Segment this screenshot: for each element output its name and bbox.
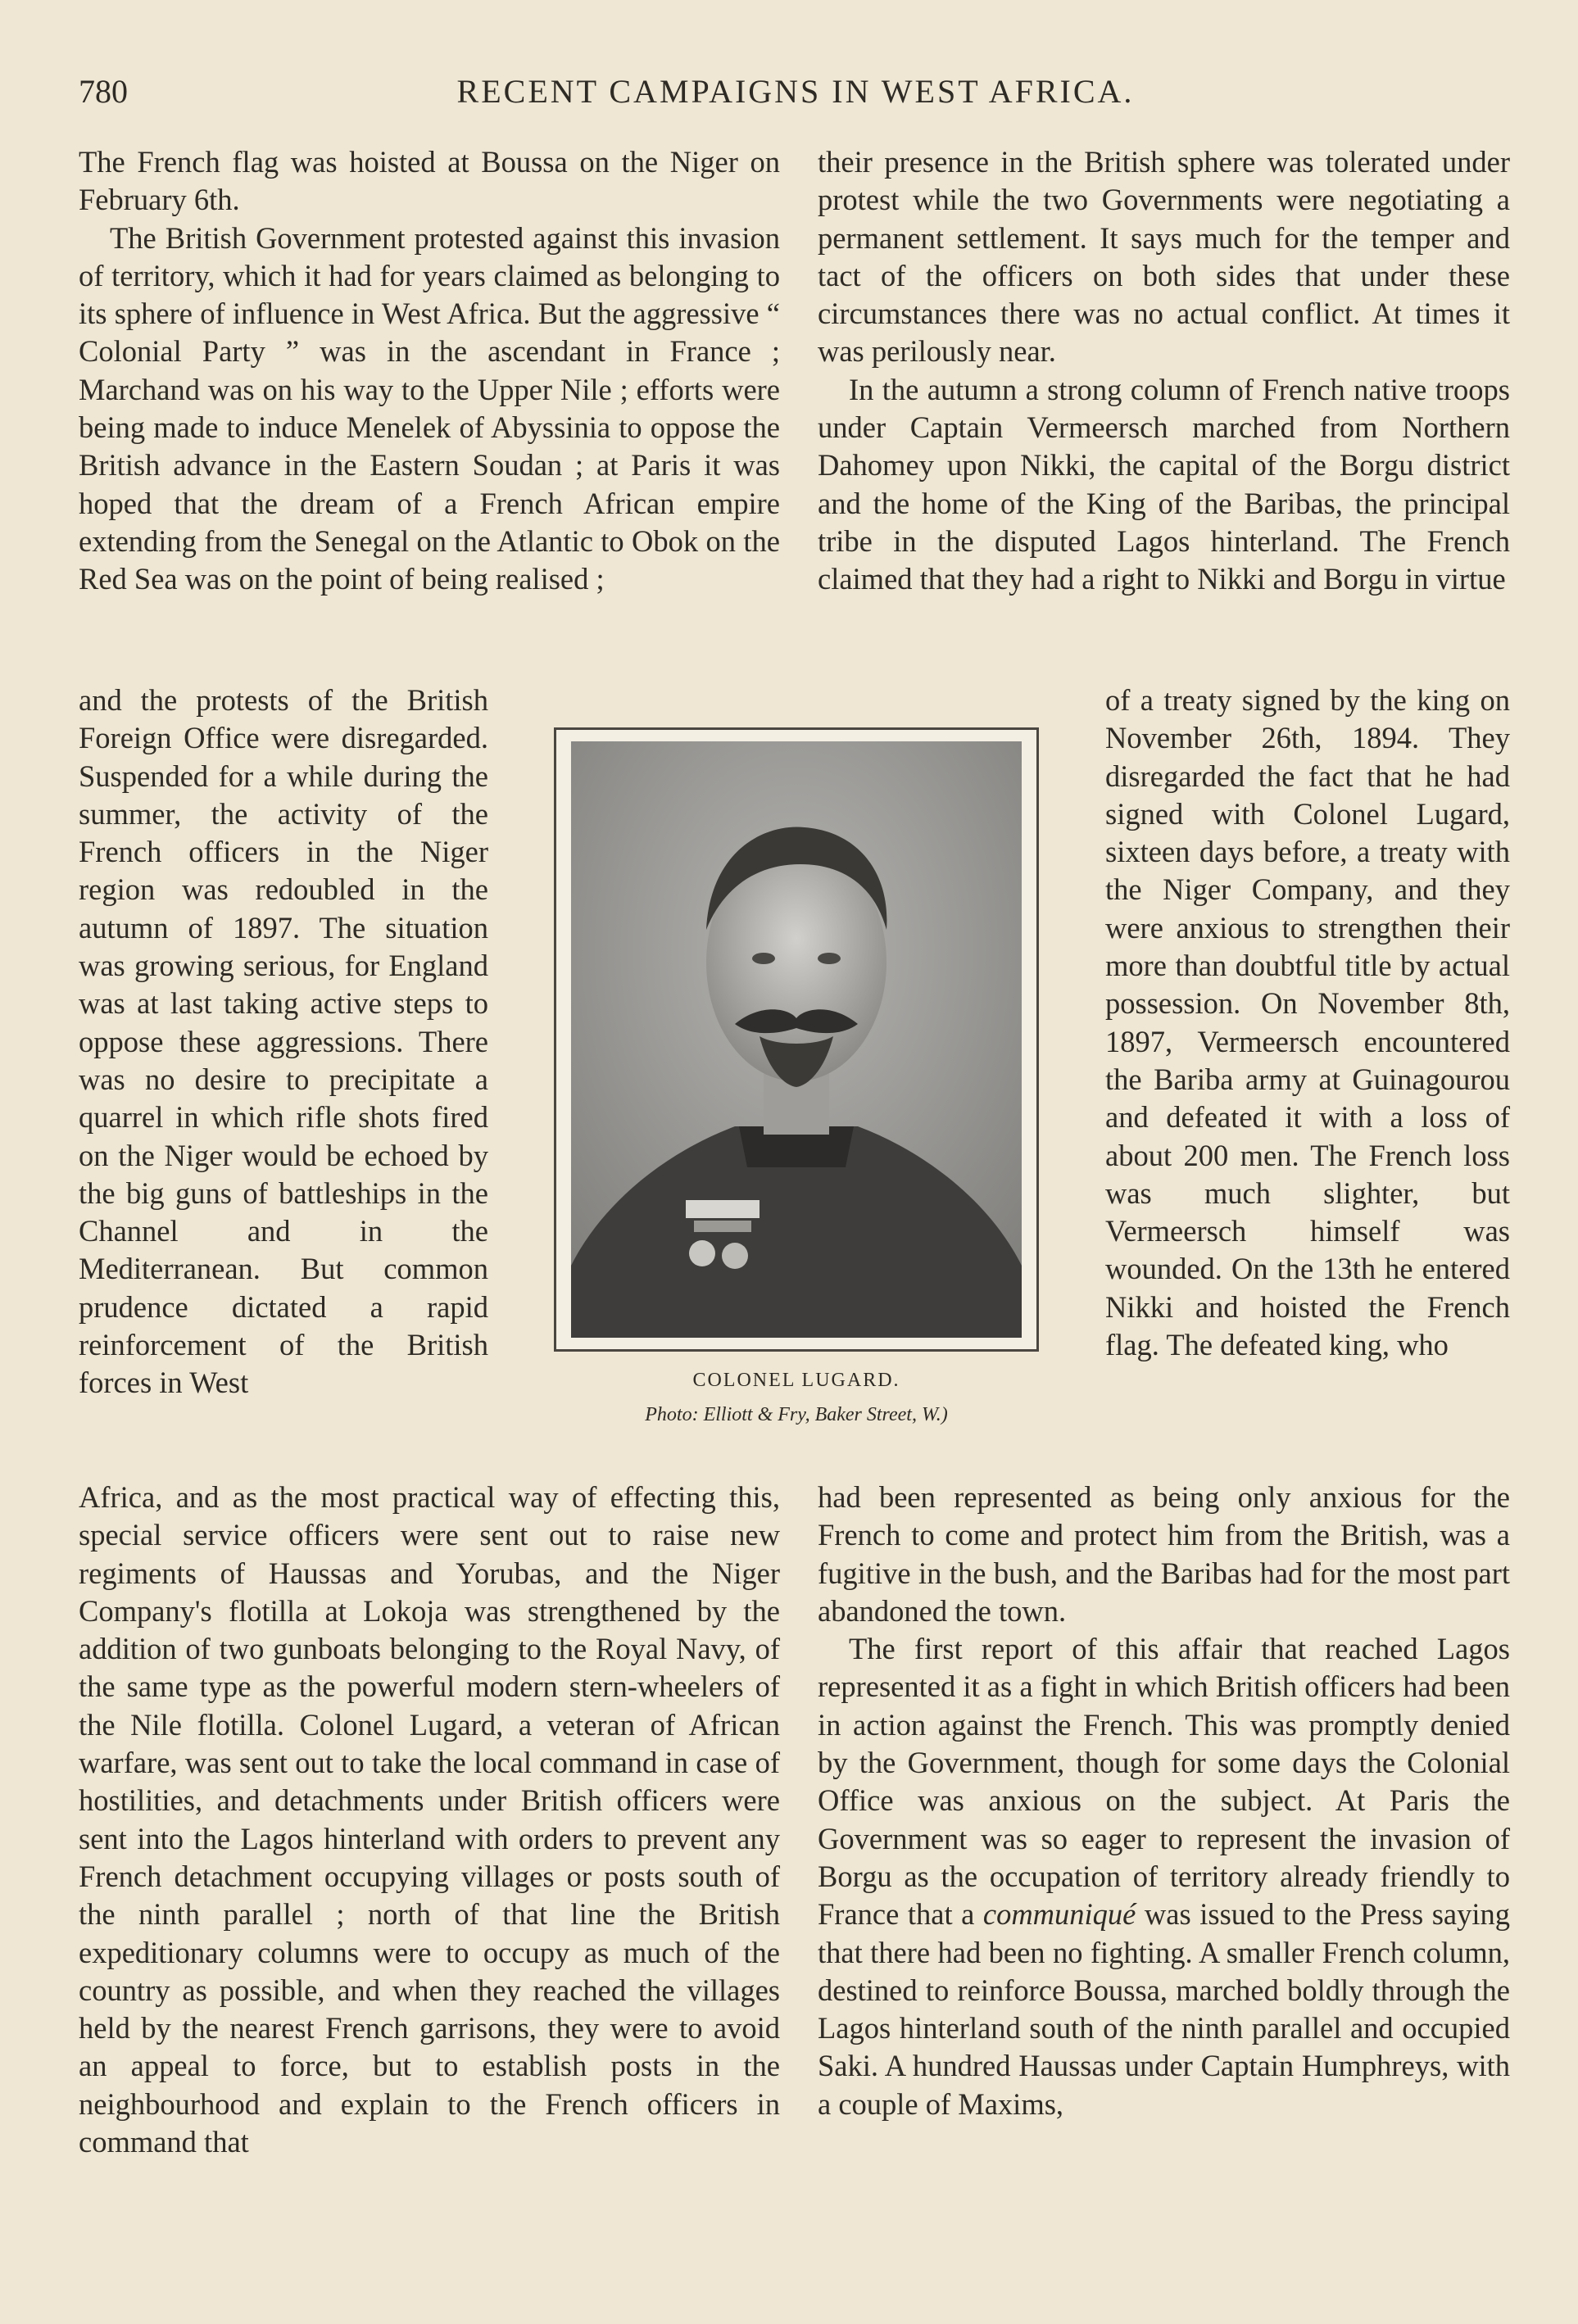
portrait-illustration [571, 741, 1022, 1338]
italic-term: communiqué [982, 1897, 1136, 1932]
portrait-frame [554, 727, 1039, 1352]
left-column-beside-portrait [79, 682, 488, 1402]
right-column-beside-portrait [1105, 682, 1510, 1364]
portrait-photo [571, 741, 1022, 1338]
photo-credit: Photo: Elliott & Fry, Baker Street, W.) [645, 1404, 948, 1425]
paragraph: In the autumn a strong column of French native troops under Captain Vermeersch marched from Northern Dahomey upon Nikki, the capital of the Borgu district and the home of the King of the Baribas, the principal tribe in the disputed Lagos hinterland. The French claimed that they had a right to Nikki and Borgu in virtue [818, 372, 1510, 596]
left-column-lower [79, 1479, 780, 2161]
paragraph: The British Government protested against this invasion of territory, which it had for years claimed as belonging to its sphere of influence in West Africa. But the aggressive “ Colonial Party ” was in the ascendant in France ; Marchand was on his way to the Upper Nile ; efforts were being made to induce Menelek of Abyssinia to oppose the British advance in the Eastern Soudan ; at Paris it was hoped that the dream of a French African empire extending from the Senegal on the Atlantic to Obok on the Red Sea was on the point of being realised ; [79, 220, 780, 596]
paragraph: The French flag was hoisted at Boussa on the Niger on February 6th. [79, 145, 780, 217]
paragraph [818, 1630, 1510, 2123]
paragraph: their presence in the British sphere was tolerated under protest while the two Governments were negotiating a permanent settlement. It says much for the temper and tact of the officers on both sides that under these circumstances there was no actual conflict. At times it was perilously near. [818, 145, 1510, 369]
figure-caption: COLONEL LUGARD. [692, 1370, 900, 1391]
running-title: RECENT CAMPAIGNS IN WEST AFRICA. [456, 73, 1135, 110]
paragraph-text: The first report of this affair that reached Lagos represented it as a fight in which British officers had been in action against the French. This was promptly denied by the Government, though for some days the Colonial Office was anxious on the subject. At Paris the Government was so eager to represent the invasion of Borgu as the occupation of territory already friendly to France that a [818, 1632, 1510, 1932]
right-column-lower [818, 1479, 1510, 2123]
running-header [79, 72, 1512, 121]
left-column-upper [79, 143, 780, 599]
page-number: 780 [79, 73, 128, 110]
right-column-upper [818, 143, 1510, 599]
paragraph: had been represented as being only anxious for the French to come and protect him from the British, was a fugitive in the bush, and the Baribas had for the most part abandoned the town. [818, 1480, 1510, 1628]
paragraph-text: was issued to the Press saying that there had been no fighting. A smaller French column, destined to reinforce Boussa, marched boldly through the Lagos hinterland south of the ninth parallel and occupied Saki. A hundred Haussas under Captain Humphreys, with a couple of Maxims, [818, 1897, 1510, 2121]
paragraph: and the protests of the British Foreign Office were disregarded. Suspended for a while during the summer, the activity of the French officers in the Niger region was redoubled in the autumn of 1897. The situation was growing serious, for England was at last taking active steps to oppose these aggressions. There was no desire to precipitate a quarrel in which rifle shots fired on the Niger would be echoed by the big guns of battleships in the Channel and in the Mediterranean. But common prudence dictated a rapid reinforcement of the British forces in West [79, 683, 488, 1400]
paragraph: of a treaty signed by the king on November 26th, 1894. They disregarded the fact that he had signed with Colonel Lugard, sixteen days before, a treaty with the Niger Company, and they were anxious to strengthen their more than doubtful title by actual possession. On November 8th, 1897, Vermeersch encountered the Bariba army at Guinagourou and defeated it with a loss of about 200 men. The French loss was much slighter, but Vermeersch himself was wounded. On the 13th he entered Nikki and hoisted the French flag. The defeated king, who [1105, 683, 1510, 1362]
paragraph: Africa, and as the most practical way of effecting this, special service officers were sent out to raise new regiments of Haussas and Yorubas, and the Niger Company's flotilla at Lokoja was strengthened by the addition of two gunboats belonging to the Royal Navy, of the same type as the powerful modern stern-wheelers of the Nile flotilla. Colonel Lugard, a veteran of African warfare, was sent out to take the local command in case of hostilities, and detachments under British officers were sent into the Lagos hinterland with orders to prevent any French detachment occupying villages or posts south of the ninth parallel ; north of that line the British expeditionary columns were to occupy as much of the country as possible, and when they reached the villages held by the nearest French garrisons, they were to avoid an appeal to force, but to establish posts in the neighbourhood and explain to the French officers in command that [79, 1480, 780, 2159]
